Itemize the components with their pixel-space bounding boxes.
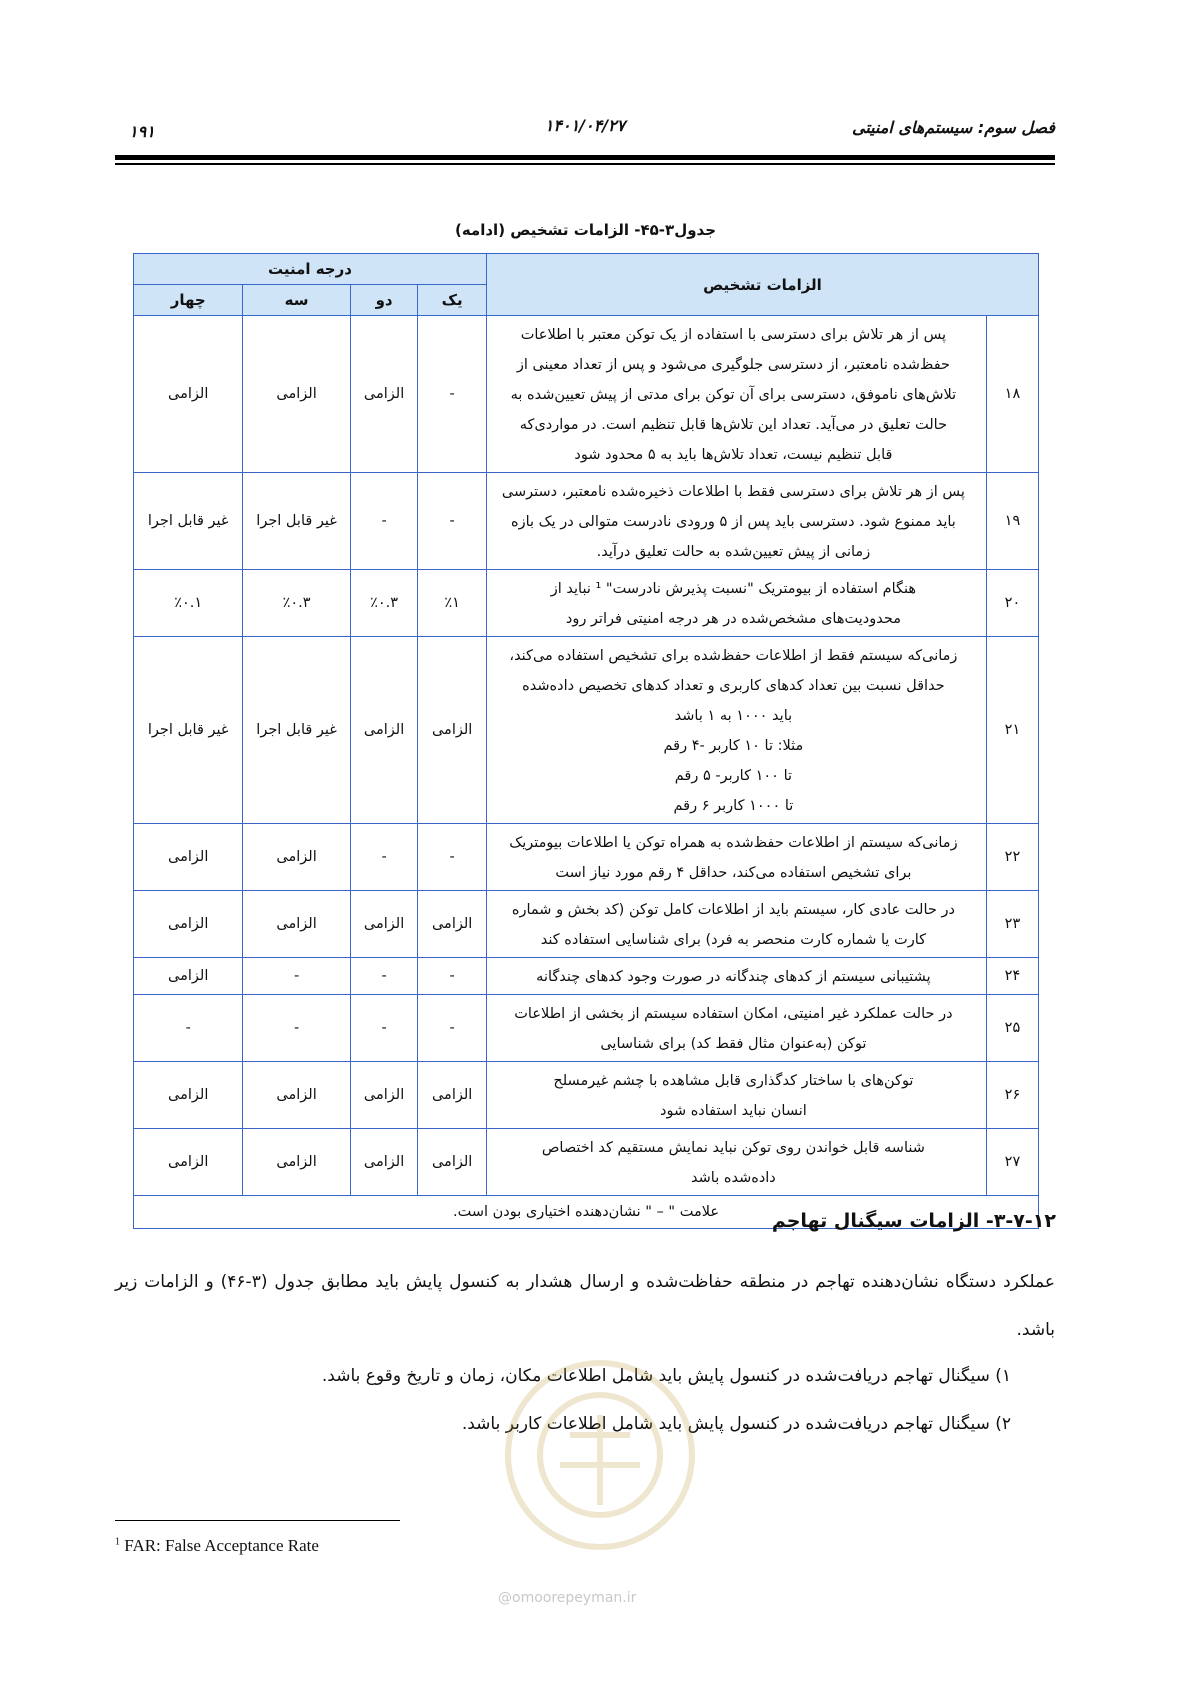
description-line: پس از هر تلاش برای دسترسی فقط با اطلاعات ذخیره‌شده نامعتبر، دسترسی [501, 484, 965, 500]
level-1-cell: ٪۱ [418, 570, 487, 637]
requirements-table [133, 253, 1039, 1229]
description-line: زمانی‌که سیستم فقط از اطلاعات حفظ‌شده برای تشخیص استفاده می‌کند، [509, 648, 958, 664]
description-line: محدودیت‌های مشخص‌شده در هر درجه امنیتی فراتر رود [565, 611, 901, 627]
row-description [486, 824, 986, 891]
description-line: تلاش‌های ناموفق، دسترسی برای آن توکن برای مدتی از پیش تعیین‌شده به [510, 387, 957, 403]
description-line: حداقل نسبت بین تعداد کدهای کاربری و تعداد کدهای تخصیص داده‌شده [522, 678, 945, 694]
table-body [134, 316, 1039, 1196]
description-line: مثلا: تا ۱۰ کاربر -۴ رقم [663, 738, 804, 754]
level-2-cell: الزامی [350, 891, 418, 958]
table-row [134, 1129, 1039, 1196]
level-4-cell: الزامی [134, 891, 243, 958]
section-paragraph: عملکرد دستگاه نشان‌دهنده تهاجم در منطقه حفاظت‌شده و ارسال هشدار به کنسول پایش باید مطابق جدول (۳-۴۶) و الزامات زیر باشد. [115, 1272, 1056, 1340]
table-row [134, 473, 1039, 570]
level-1-cell: - [418, 473, 487, 570]
level-4-cell: - [134, 995, 243, 1062]
row-description [486, 316, 986, 473]
header-level-2: دو [350, 285, 418, 316]
header-level-3: سه [243, 285, 350, 316]
row-number: ۲۶ [986, 1062, 1038, 1129]
level-1-cell: الزامی [418, 891, 487, 958]
level-4-cell: الزامی [134, 1062, 243, 1129]
row-description [486, 473, 986, 570]
level-3-cell: الزامی [243, 316, 350, 473]
level-3-cell: ٪۰.۳ [243, 570, 350, 637]
watermark-text: @omoorepeyman.ir [498, 1590, 637, 1606]
level-2-cell: الزامی [350, 1129, 418, 1196]
level-3-cell: - [243, 995, 350, 1062]
description-line: در حالت عملکرد غیر امنیتی، امکان استفاده سیستم از بخشی از اطلاعات [514, 1006, 953, 1022]
level-4-cell: الزامی [134, 1129, 243, 1196]
level-4-cell: غیر قابل اجرا [134, 473, 243, 570]
header-security-level: درجه امنیت [134, 254, 487, 285]
level-1-cell: - [418, 316, 487, 473]
row-number: ۲۱ [986, 637, 1038, 824]
level-4-cell: الزامی [134, 958, 243, 995]
header-requirement: الزامات تشخیص [486, 254, 1038, 316]
level-1-cell: - [418, 958, 487, 995]
level-2-cell: - [350, 824, 418, 891]
table-row [134, 1062, 1039, 1129]
level-1-cell: - [418, 995, 487, 1062]
header-level-4: چهار [134, 285, 243, 316]
description-line: پشتیبانی سیستم از کدهای چندگانه در صورت وجود کدهای چندگانه [536, 969, 931, 985]
row-number: ۲۵ [986, 995, 1038, 1062]
table-row [134, 316, 1039, 473]
header-rule-thin [115, 163, 1055, 165]
list-item: ۲) سیگنال تهاجم دریافت‌شده در کنسول پایش باید شامل اطلاعات کاربر باشد. [461, 1414, 1011, 1434]
description-line: حالت تعلیق در می‌آید. تعداد این تلاش‌ها قابل تنظیم است. در مواردی‌که [519, 417, 948, 433]
footnote-text: FAR: False Acceptance Rate [124, 1536, 319, 1555]
header-level-1: یک [418, 285, 487, 316]
level-2-cell: - [350, 958, 418, 995]
level-4-cell: غیر قابل اجرا [134, 637, 243, 824]
table-caption: جدول۳-۴۵- الزامات تشخیص (ادامه) [454, 221, 717, 239]
row-description [486, 1129, 986, 1196]
footnote [115, 1536, 319, 1556]
row-description [486, 1062, 986, 1129]
description-line: تا ۱۰۰۰ کاربر ۶ رقم [673, 798, 794, 814]
row-number: ۱۸ [986, 316, 1038, 473]
description-line: برای تشخیص استفاده می‌کند، حداقل ۴ رقم مورد نیاز است [555, 865, 912, 881]
row-number: ۲۲ [986, 824, 1038, 891]
level-3-cell: غیر قابل اجرا [243, 637, 350, 824]
header-rule-thick [115, 155, 1055, 160]
level-3-cell: الزامی [243, 824, 350, 891]
table-row [134, 824, 1039, 891]
table-row [134, 995, 1039, 1062]
description-line: حفظ‌شده نامعتبر، از دسترسی جلوگیری می‌شود و پس از تعداد معینی از [516, 357, 950, 373]
description-line: کارت یا شماره کارت منحصر به فرد) برای شناسایی استفاده کند [540, 932, 927, 948]
description-line: باید ممنوع شود. دسترسی باید پس از ۵ ورودی نادرست متوالی در یک بازه [510, 514, 956, 530]
row-description [486, 637, 986, 824]
list-item: ۱) سیگنال تهاجم دریافت‌شده در کنسول پایش باید شامل اطلاعات مکان، زمان و تاریخ وقوع باشد. [321, 1366, 1011, 1386]
row-description [486, 891, 986, 958]
description-line: انسان نباید استفاده شود [660, 1103, 807, 1119]
row-description [486, 995, 986, 1062]
table-row [134, 891, 1039, 958]
description-line: زمانی از پیش تعیین‌شده به حالت تعلیق درآید. [596, 544, 871, 560]
watermark-logo-icon [490, 1345, 710, 1585]
level-2-cell: الزامی [350, 316, 418, 473]
row-description [486, 570, 986, 637]
row-number: ۲۴ [986, 958, 1038, 995]
table-note: علامت " – " نشان‌دهنده اختیاری بودن است. [134, 1196, 1039, 1229]
table-row [134, 637, 1039, 824]
row-description [486, 958, 986, 995]
description-line: داده‌شده باشد [691, 1170, 776, 1186]
row-number: ۱۹ [986, 473, 1038, 570]
description-line: تا ۱۰۰ کاربر- ۵ رقم [674, 768, 793, 784]
level-3-cell: - [243, 958, 350, 995]
level-1-cell: - [418, 824, 487, 891]
description-line: توکن (به‌عنوان مثال فقط کد) برای شناسایی [600, 1036, 867, 1052]
description-line: قابل تنظیم نیست، تعداد تلاش‌ها باید به ۵ محدود شود [574, 447, 893, 463]
level-2-cell: - [350, 995, 418, 1062]
row-number: ۲۰ [986, 570, 1038, 637]
level-2-cell: الزامی [350, 1062, 418, 1129]
description-line: پس از هر تلاش برای دسترسی با استفاده از یک توکن معتبر با اطلاعات [520, 327, 947, 343]
description-line: باید ۱۰۰۰ به ۱ باشد [674, 708, 793, 724]
page-number: ۱۹۱ [129, 122, 155, 141]
description-line: هنگام استفاده از بیومتریک "نسبت پذیرش نادرست" ¹ نباید از [550, 581, 917, 597]
chapter-title: فصل سوم: سیستم‌های امنیتی [852, 118, 1055, 137]
level-4-cell: ٪۰.۱ [134, 570, 243, 637]
level-2-cell: ٪۰.۳ [350, 570, 418, 637]
level-3-cell: غیر قابل اجرا [243, 473, 350, 570]
level-2-cell: الزامی [350, 637, 418, 824]
description-line: توکن‌های با ساختار کدگذاری قابل مشاهده با چشم غیرمسلح [553, 1073, 914, 1089]
level-3-cell: الزامی [243, 1062, 350, 1129]
footnote-rule [115, 1520, 400, 1521]
row-number: ۲۷ [986, 1129, 1038, 1196]
row-number: ۲۳ [986, 891, 1038, 958]
table-row [134, 958, 1039, 995]
section-heading: ۳-۷-۱۲- الزامات سیگنال تهاجم [771, 1210, 1056, 1232]
level-1-cell: الزامی [418, 1129, 487, 1196]
level-2-cell: - [350, 473, 418, 570]
header-date: ۱۴۰۱/۰۴/۲۷ [544, 116, 626, 135]
description-line: در حالت عادی کار، سیستم باید از اطلاعات کامل توکن (کد بخش و شماره [511, 902, 955, 918]
level-3-cell: الزامی [243, 1129, 350, 1196]
level-3-cell: الزامی [243, 891, 350, 958]
page-header [115, 112, 1055, 152]
description-line: شناسه قابل خواندن روی توکن نباید نمایش مستقیم کد اختصاص [541, 1140, 925, 1156]
table-row [134, 570, 1039, 637]
level-1-cell: الزامی [418, 637, 487, 824]
level-1-cell: الزامی [418, 1062, 487, 1129]
description-line: زمانی‌که سیستم از اطلاعات حفظ‌شده به همراه توکن یا اطلاعات بیومتریک [509, 835, 958, 851]
level-4-cell: الزامی [134, 824, 243, 891]
level-4-cell: الزامی [134, 316, 243, 473]
footnote-marker: 1 [115, 1536, 120, 1548]
